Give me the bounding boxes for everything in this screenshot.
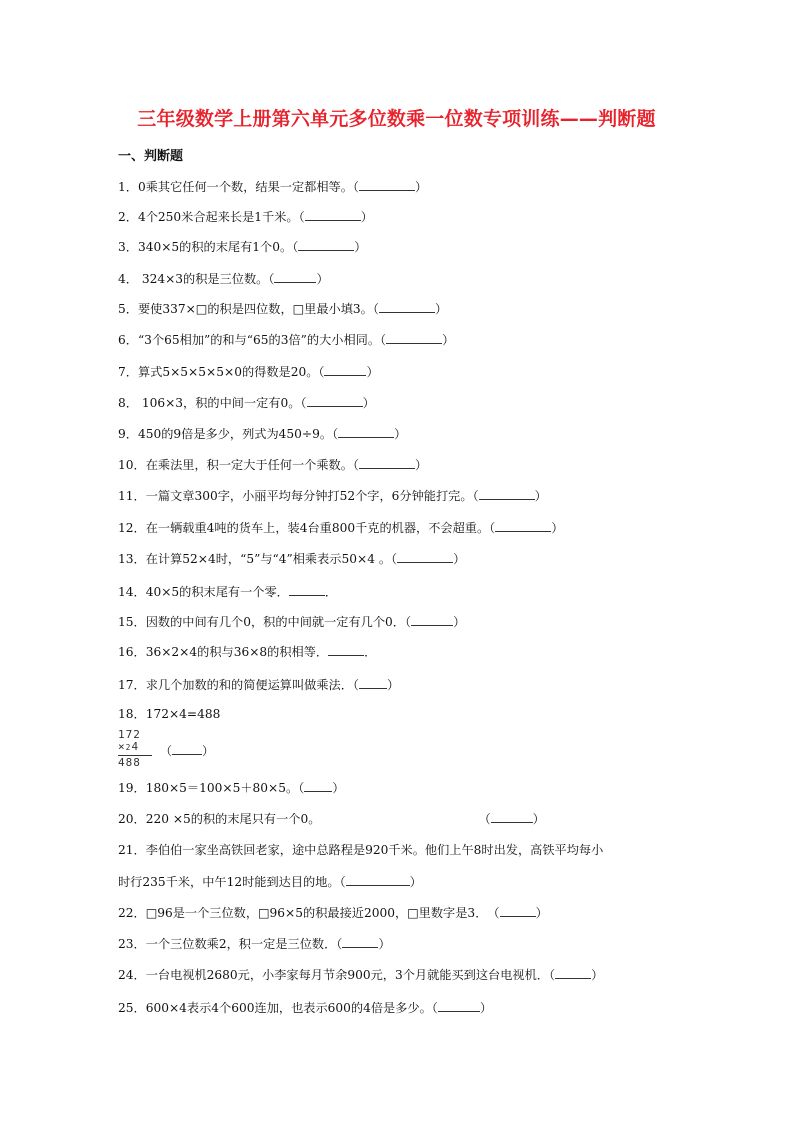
question-text: 因数的中间有几个0，积的中间就一定有几个0．（ <box>145 615 412 629</box>
question-15 <box>118 613 465 630</box>
question-number: 12． <box>118 521 146 535</box>
answer-blank[interactable] <box>274 270 316 283</box>
paren-open: （ <box>478 812 491 826</box>
section-heading: 一、判断题 <box>118 149 184 164</box>
question-tail: ） <box>532 812 545 826</box>
question-tail: ） <box>434 302 448 316</box>
question-tail: ） <box>479 1001 493 1015</box>
question-text: 算式5×5×5×5×0的得数是20。（ <box>137 365 325 379</box>
question-text: 时行235千米，中午12时能到达目的地。（ <box>118 875 346 889</box>
question-tail: ） <box>442 333 455 347</box>
answer-blank[interactable] <box>386 331 442 344</box>
question-7 <box>118 363 379 380</box>
question-text: 36×2×4的积与36×8的积相等． <box>145 645 329 659</box>
question-text: 220 ×5的积的末尾只有一个0。 <box>145 812 321 826</box>
question-12 <box>118 519 563 536</box>
answer-blank[interactable] <box>438 999 480 1012</box>
answer-blank[interactable] <box>491 810 533 823</box>
question-number: 16． <box>118 645 146 659</box>
question-number: 4． <box>118 272 138 286</box>
question-tail: ） <box>386 678 400 692</box>
question-number: 22． <box>118 906 146 920</box>
question-tail: ） <box>535 906 548 920</box>
question-number: 5． <box>118 302 138 316</box>
answer-blank[interactable] <box>500 904 536 917</box>
question-tail: ） <box>551 521 564 535</box>
question-tail: ） <box>534 489 547 503</box>
question-4 <box>118 270 329 287</box>
question-tail: ） <box>409 875 422 889</box>
vertical-calculation <box>118 729 152 769</box>
question-tail: ） <box>354 240 367 254</box>
question-text: 李伯伯一家坐高铁回老家，途中总路程是920千米。他们上午8时出发，高铁平均每小 <box>145 843 604 857</box>
paren-close: ） <box>202 744 215 758</box>
question-25 <box>118 966 603 983</box>
question-9 <box>118 425 406 442</box>
question-text: 180×5＝100×5＋80×5。（ <box>145 781 305 795</box>
question-16 <box>118 643 376 660</box>
answer-blank[interactable] <box>495 519 551 532</box>
question-text: 40×5的积末尾有一个零． <box>145 585 289 599</box>
question-text: 450的9倍是多少，列式为450÷9。（ <box>137 427 339 441</box>
answer-blank[interactable] <box>342 935 378 948</box>
question-10 <box>118 456 427 473</box>
times-sign: × <box>118 740 126 753</box>
question-number: 20． <box>118 812 146 826</box>
question-text: 4个250米合起来长是1千米。（ <box>137 210 305 224</box>
question-tail: ． <box>324 585 338 599</box>
vertical-result: 488 <box>118 756 141 769</box>
question-number: 17． <box>118 678 146 692</box>
answer-blank[interactable] <box>298 238 354 251</box>
question-text: 要使337×□的积是四位数，□里最小填3。（ <box>137 302 379 316</box>
question-number: 3． <box>118 240 138 254</box>
question-text: 在乘法里，积一定大于任何一个乘数。（ <box>145 458 359 472</box>
question-tail: ） <box>591 968 604 982</box>
question-tail: ． <box>364 645 377 659</box>
q18-answer-slot <box>160 742 214 759</box>
question-tail: ） <box>360 210 373 224</box>
question-23 <box>118 904 548 921</box>
question-11 <box>118 487 547 504</box>
question-text: 324×3的积是三位数。（ <box>137 272 275 286</box>
question-13 <box>118 550 465 567</box>
question-14 <box>118 583 337 600</box>
question-number: 23． <box>118 937 146 951</box>
question-tail: ） <box>332 781 345 795</box>
question-text: 在一辆载重4吨的货车上，装4台重800千克的机器，不会超重。（ <box>145 521 496 535</box>
question-18 <box>118 706 220 722</box>
question-tail: ） <box>362 396 375 410</box>
question-text: □96是一个三位数，□96×5的积最接近2000，□里数字是3． （ <box>145 906 500 920</box>
question-number: 18． <box>118 707 146 721</box>
question-3 <box>118 238 366 255</box>
question-20 <box>118 810 545 827</box>
question-26 <box>118 999 492 1016</box>
multiplier-digit: 4 <box>131 740 140 753</box>
question-number: 1． <box>118 180 138 194</box>
question-1 <box>118 178 427 195</box>
question-number: 8． <box>118 396 138 410</box>
vertical-multiplier <box>118 741 152 754</box>
question-number: 13． <box>118 552 146 566</box>
question-2 <box>118 208 373 225</box>
question-text: 在计算52×4时，“5”与“4”相乘表示50×4 。（ <box>145 552 398 566</box>
answer-blank[interactable] <box>397 550 453 563</box>
answer-blank[interactable] <box>479 487 535 500</box>
question-tail: ） <box>378 937 391 951</box>
question-number: 7． <box>118 365 138 379</box>
paren-open: （ <box>160 744 173 758</box>
question-number: 19． <box>118 781 146 795</box>
question-text: 一台电视机2680元，小李家每月节余900元，3个月就能买到这台电视机．（ <box>145 968 556 982</box>
answer-blank[interactable] <box>346 873 410 886</box>
question-tail: ） <box>414 180 428 194</box>
question-17 <box>118 676 399 693</box>
question-text: 172×4=488 <box>145 707 221 721</box>
page-title: 三年级数学上册第六单元多位数乘一位数专项训练——判断题 <box>137 108 656 130</box>
question-tail: ） <box>414 458 428 472</box>
question-tail: ） <box>453 615 466 629</box>
question-8 <box>118 394 375 411</box>
answer-blank[interactable] <box>379 300 435 313</box>
question-22 <box>118 873 422 890</box>
answer-blank[interactable] <box>359 676 387 689</box>
question-number: 25． <box>118 1001 146 1015</box>
carry-digit: 2 <box>125 743 132 752</box>
question-text: 340×5的积的末尾有1个0。（ <box>137 240 299 254</box>
answer-blank[interactable] <box>359 178 415 191</box>
answer-blank[interactable] <box>172 742 202 755</box>
question-text: 106×3，积的中间一定有0。（ <box>137 396 307 410</box>
question-number: 14． <box>118 585 146 599</box>
answer-blank[interactable] <box>328 643 364 656</box>
question-text: “3个65相加”的和与“65的3倍”的大小相同。（ <box>137 333 387 347</box>
answer-blank[interactable] <box>338 425 394 438</box>
answer-blank[interactable] <box>305 208 361 221</box>
answer-blank[interactable] <box>304 779 332 792</box>
question-text: 600×4表示4个600连加，也表示600的4倍是多少。（ <box>145 1001 438 1015</box>
question-24 <box>118 935 391 952</box>
question-number: 9． <box>118 427 138 441</box>
answer-blank[interactable] <box>289 583 325 596</box>
question-text: 一个三位数乘2，积一定是三位数．（ <box>145 937 343 951</box>
question-number: 2． <box>118 210 138 224</box>
question-number: 11． <box>118 489 146 503</box>
question-text: 0乘其它任何一个数，结果一定都相等。（ <box>137 180 359 194</box>
question-number: 6． <box>118 333 138 347</box>
question-number: 24． <box>118 968 146 982</box>
vertical-top: 172 <box>118 728 141 741</box>
question-5 <box>118 300 447 317</box>
answer-blank[interactable] <box>555 966 591 979</box>
question-tail: ） <box>394 427 407 441</box>
question-19 <box>118 779 344 796</box>
question-21 <box>118 842 603 858</box>
question-number: 15． <box>118 615 146 629</box>
answer-blank[interactable] <box>307 394 363 407</box>
question-6 <box>118 331 454 348</box>
question-text: 求几个加数的和的简便运算叫做乘法．（ <box>145 678 359 692</box>
question-tail: ） <box>453 552 466 566</box>
question-number: 21． <box>118 843 146 857</box>
question-text: 一篇文章300字，小丽平均每分钟打52个字，6分钟能打完。（ <box>145 489 479 503</box>
answer-blank[interactable] <box>411 613 453 626</box>
question-tail: ） <box>316 272 329 286</box>
answer-blank[interactable] <box>324 363 366 376</box>
question-number: 10． <box>118 458 146 472</box>
answer-blank[interactable] <box>359 456 415 469</box>
question-tail: ） <box>366 365 379 379</box>
